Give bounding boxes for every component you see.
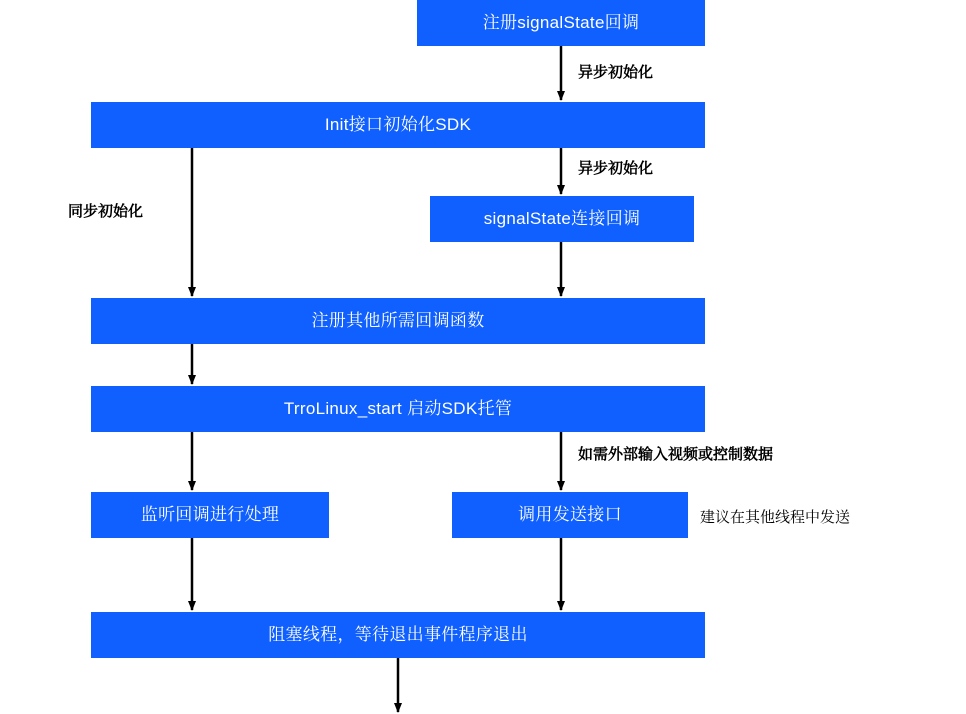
- edge-label-external-input: 如需外部输入视频或控制数据: [578, 446, 774, 463]
- node-label: 注册其他所需回调函数: [311, 310, 485, 330]
- node-call-send-interface[interactable]: [452, 492, 688, 538]
- edge-label-async-init-1: 异步初始化: [578, 64, 654, 81]
- node-label: signalState连接回调: [483, 208, 641, 228]
- node-trrolinux-start[interactable]: [91, 386, 705, 432]
- note-send-in-other-thread: 建议在其他线程中发送: [700, 509, 851, 526]
- node-register-signalstate-callback[interactable]: [417, 0, 705, 46]
- node-label: 调用发送接口: [518, 504, 622, 524]
- edge-label-sync-init: 同步初始化: [68, 203, 144, 220]
- node-init-sdk[interactable]: [91, 102, 705, 148]
- node-label: 监听回调进行处理: [140, 504, 280, 524]
- edge-label-async-init-2: 异步初始化: [578, 160, 654, 177]
- node-signalstate-connect-callback[interactable]: [430, 196, 694, 242]
- node-listen-callbacks[interactable]: [91, 492, 329, 538]
- node-block-thread-wait-exit[interactable]: [91, 612, 705, 658]
- node-label: 注册signalState回调: [482, 12, 640, 32]
- node-label: TrroLinux_start 启动SDK托管: [283, 398, 513, 418]
- node-register-other-callbacks[interactable]: [91, 298, 705, 344]
- node-label: 阻塞线程，等待退出事件程序退出: [268, 624, 528, 644]
- node-label: Init接口初始化SDK: [324, 114, 472, 134]
